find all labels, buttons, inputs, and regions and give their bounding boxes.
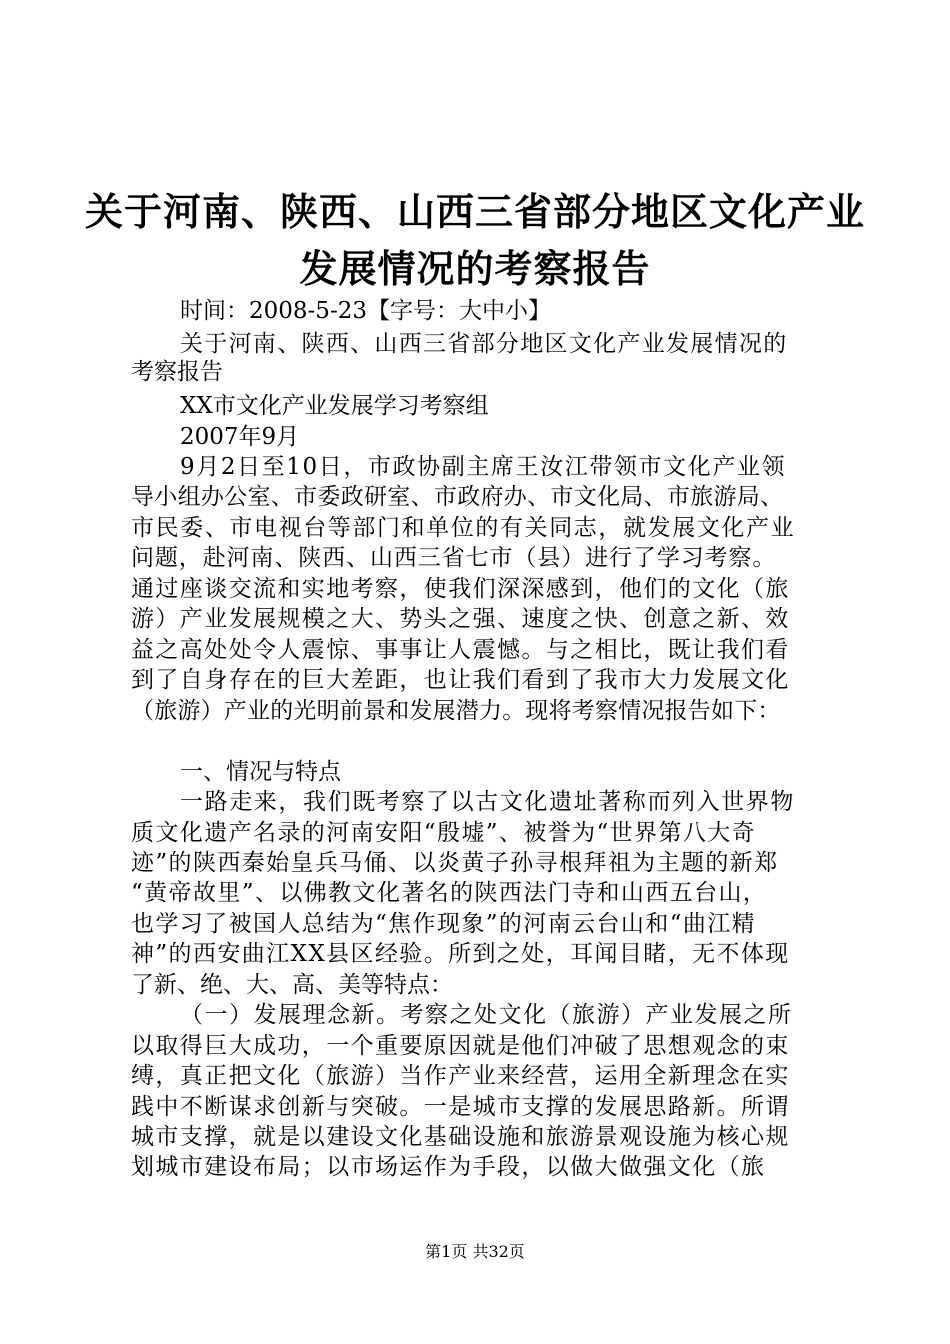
body-line: 了新、绝、大、高、美等特点： <box>131 972 453 998</box>
body-line: 划城市建设布局；以市场运作为手段，以做大做强文化（旅 <box>131 1154 766 1180</box>
body-line: “黄帝故里”、以佛教文化著名的陕西法门寺和山西五台山， <box>131 880 768 906</box>
body-line: 2007年9月 <box>180 424 300 450</box>
body-line: 9月2日至10日，市政协副主席王汝江带领市文化产业领 <box>180 454 787 480</box>
body-line: 导小组办公室、市委政研室、市政府办、市文化局、市旅游局、 <box>131 484 784 510</box>
page-footer: 第1页 共32页 <box>425 1242 525 1261</box>
body-line: XX市文化产业发展学习考察组 <box>180 393 489 419</box>
body-line: 市民委、市电视台等部门和单位的有关同志，就发展文化产业 <box>131 515 796 541</box>
body-line: 到了自身存在的巨大差距，也让我们看到了我市大力发展文化 <box>131 667 790 693</box>
meta-line: 时间：2008-5-23【字号：大中小】 <box>180 298 551 324</box>
body-line: 考察报告 <box>131 359 223 385</box>
document-title-line-1: 关于河南、陕西、山西三省部分地区文化产业 <box>84 189 865 234</box>
body-line: （一）发展理念新。考察之处文化（旅游）产业发展之所 <box>180 1002 793 1028</box>
document-title-line-2: 发展情况的考察报告 <box>299 246 651 291</box>
body-line: 质文化遗产名录的河南安阳“殷墟”、被誉为“世界第八大奇 <box>131 820 757 846</box>
body-line: 通过座谈交流和实地考察，使我们深深感到，他们的文化（旅 <box>131 576 790 602</box>
body-line: 践中不断谋求创新与突破。一是城市支撑的发展思路新。所谓 <box>131 1094 790 1120</box>
body-line: （旅游）产业的光明前景和发展潜力。现将考察情况报告如下： <box>131 698 781 724</box>
body-line: 游）产业发展规模之大、势头之强、速度之快、创意之新、效 <box>131 606 790 632</box>
body-line: 迹”的陕西秦始皇兵马俑、以炎黄子孙寻根拜祖为主题的新郑 <box>131 850 779 876</box>
section-heading: 一、情况与特点 <box>180 759 341 785</box>
body-line: 关于河南、陕西、山西三省部分地区文化产业发展情况的 <box>180 331 788 357</box>
body-line: 以取得巨大成功，一个重要原因就是他们冲破了思想观念的束 <box>131 1033 790 1059</box>
body-line: 也学习了被国人总结为“焦作现象”的河南云台山和“曲江精 <box>131 911 757 937</box>
body-line: 问题，赴河南、陕西、山西三省七市（县）进行了学习考察。 <box>131 545 777 571</box>
body-line: 城市支撑，就是以建设文化基础设施和旅游景观设施为核心规 <box>131 1124 790 1150</box>
body-line: 缚，真正把文化（旅游）当作产业来经营，运用全新理念在实 <box>131 1063 790 1089</box>
body-line: 益之高处处令人震惊、事事让人震憾。与之相比，既让我们看 <box>131 637 790 663</box>
body-line: 神”的西安曲江XX县区经验。所到之处，耳闻目睹，无不体现 <box>131 941 790 967</box>
body-line: 一路走来，我们既考察了以古文化遗址著称而列入世界物 <box>180 789 795 815</box>
